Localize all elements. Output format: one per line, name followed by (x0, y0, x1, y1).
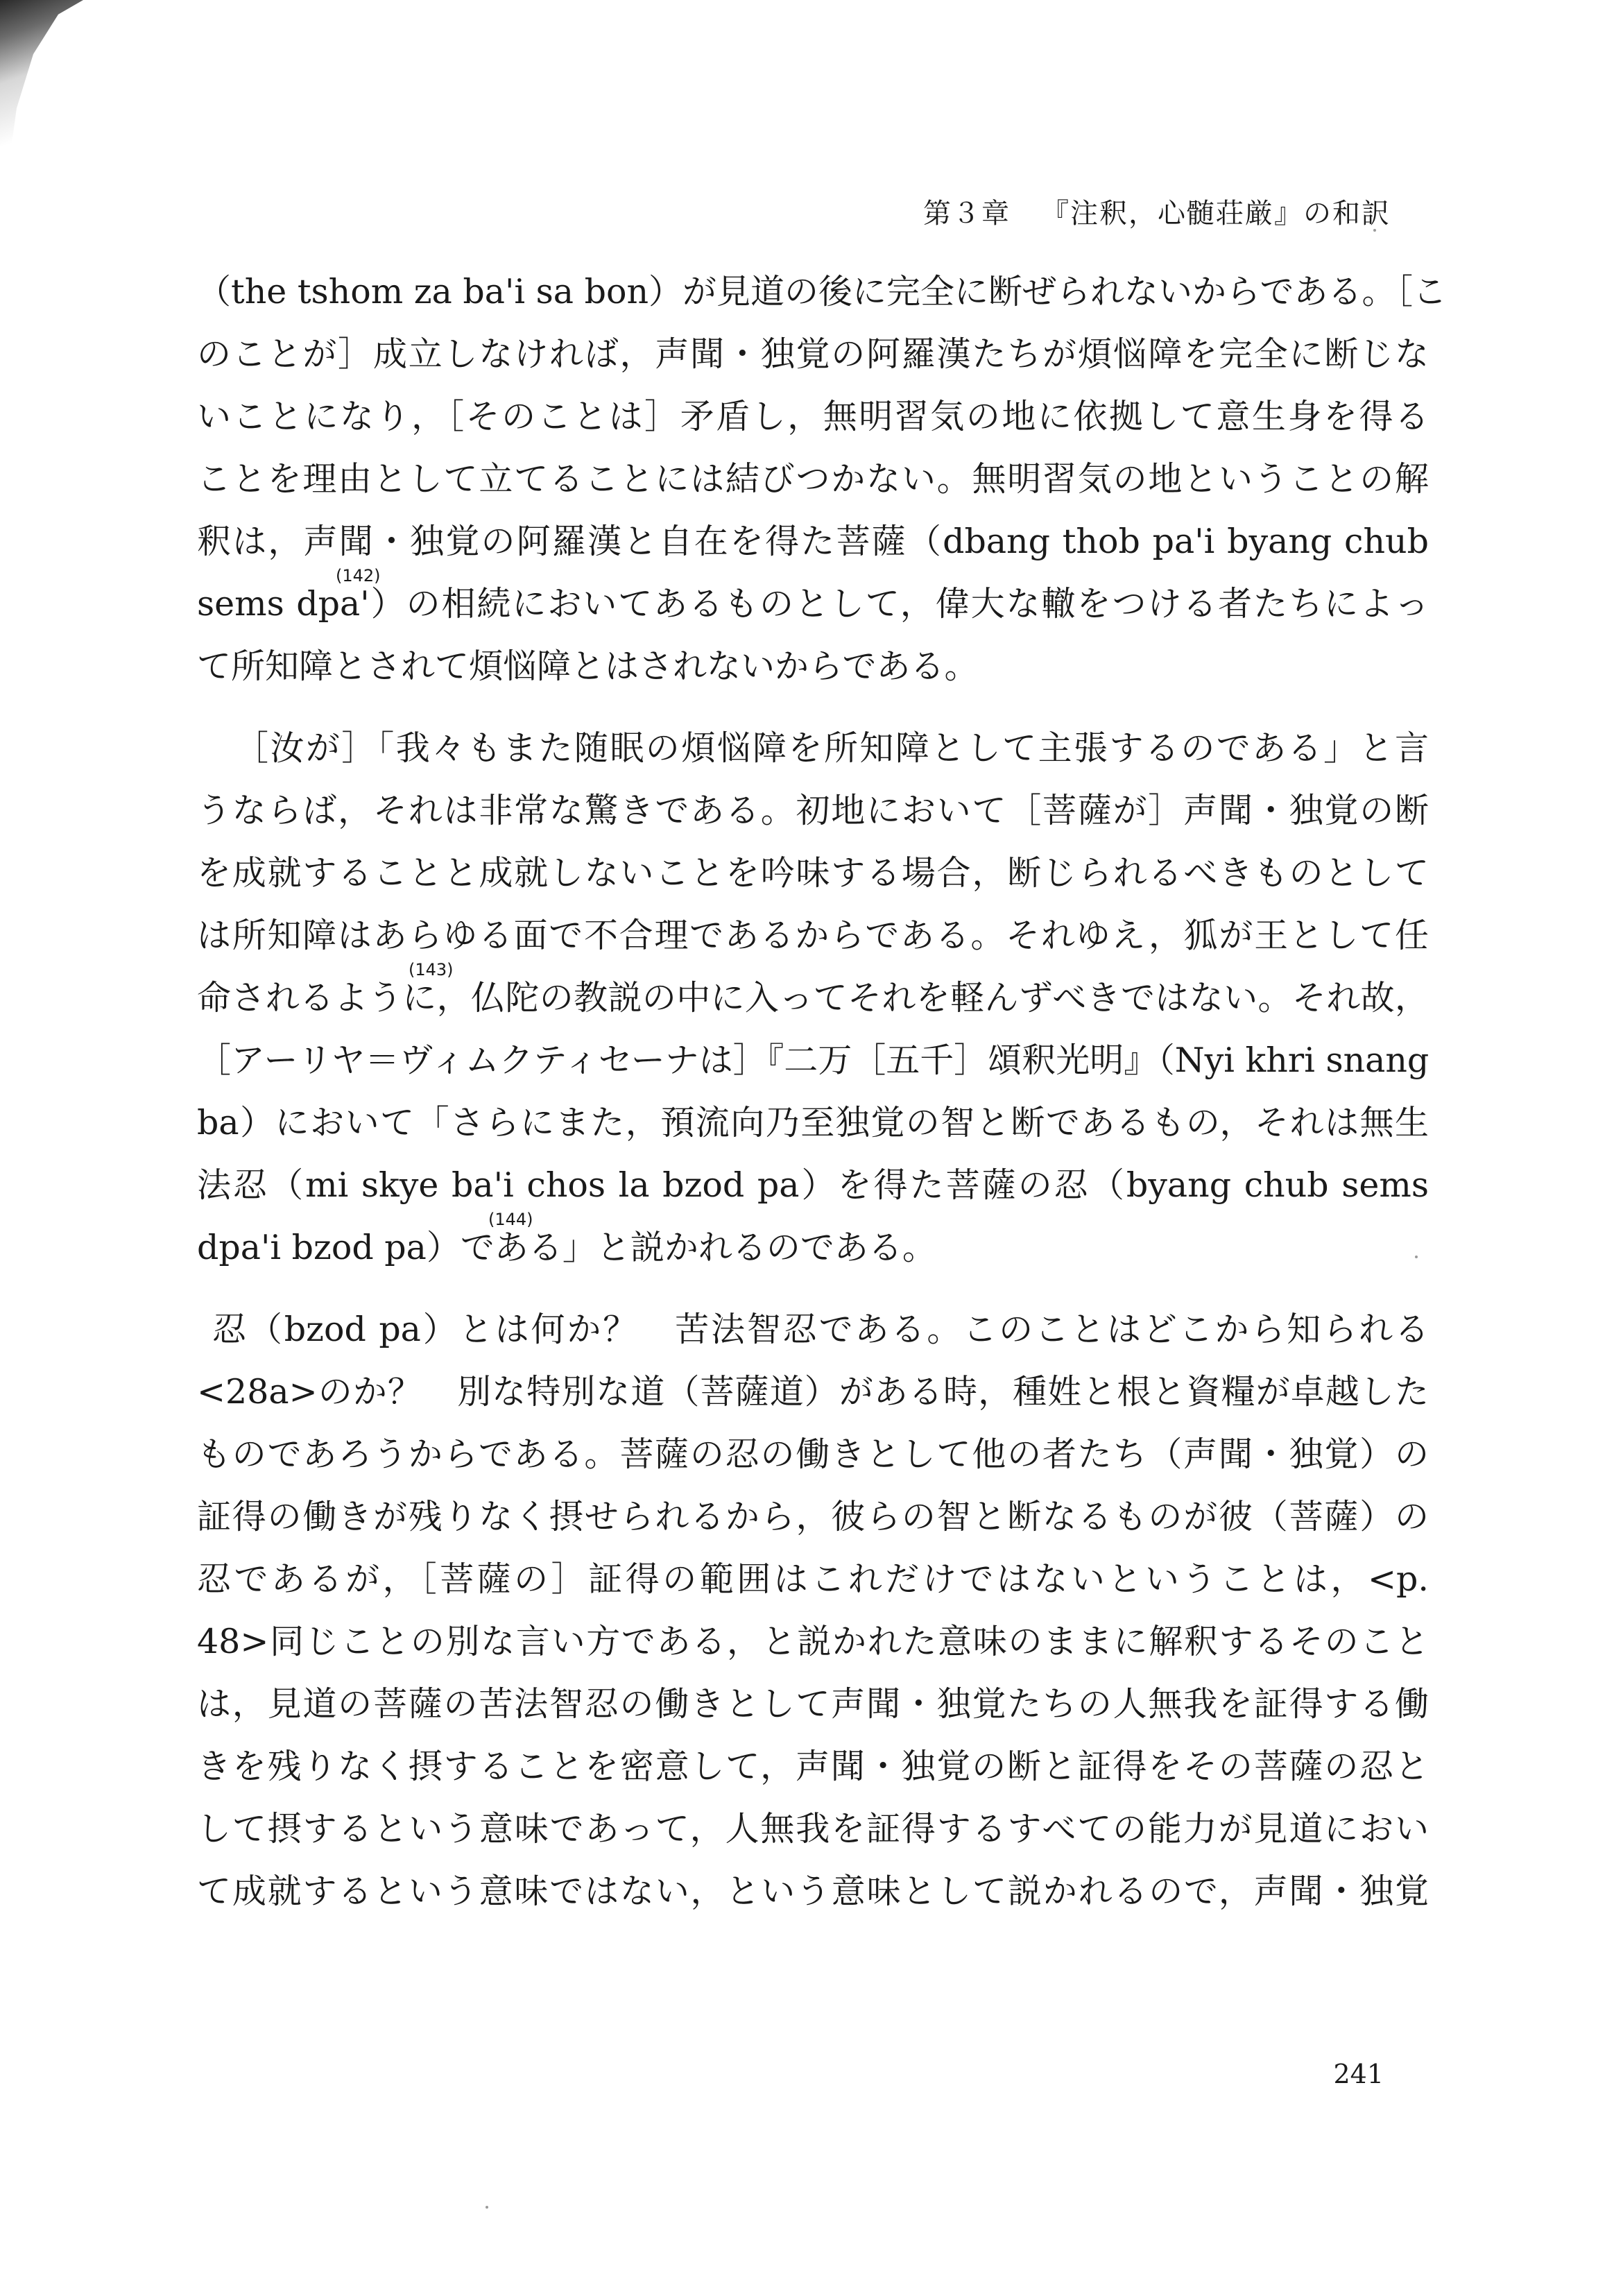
text-line-with-note (197, 960, 1429, 1029)
running-head-chapter: 第３章 (923, 198, 1011, 230)
text-line: 忍であるが，［菩薩の］証得の範囲はこれだけではないということは，<p. (197, 1559, 1429, 1599)
paragraph-2 (197, 717, 1429, 1279)
text-line-content: 命されるように，仏陀の教説の中に入ってそれを軽んずべきではない。それ故， (197, 978, 1429, 1018)
text-line: 釈は，声聞・独覚の阿羅漢と自在を得た菩薩（dbang thob pa'i byang chub (197, 522, 1429, 561)
text-line: は，見道の菩薩の苦法智忍の働きとして声聞・独覚たちの人無我を証得する働 (197, 1684, 1429, 1724)
text-line: ［アーリヤ＝ヴィムクティセーナは］『二万［五千］頌釈光明』（Nyi khri snang (197, 1040, 1429, 1080)
text-line: うならば，それは非常な驚きである。初地において［菩薩が］声聞・独覚の断 (197, 791, 1429, 830)
text-line: は所知障はあらゆる面で不合理であるからである。それゆえ，狐が王として任 (197, 916, 1429, 955)
text-line: ［汝が］「我々もまた随眠の煩悩障を所知障として主張するのである」と言 (234, 728, 1429, 768)
scan-edge-shadow (0, 0, 83, 180)
running-head-title: 『注釈，心髄荘厳』の和訳 (1041, 198, 1391, 230)
text-line-with-note (197, 566, 1429, 635)
text-line-content: sems dpa'）の相続においてあるものとして，偉大な轍をつける者たちによっ (197, 584, 1429, 624)
text-line: を成就することと成就しないことを吟味する場合，断じられるべきものとして (197, 853, 1429, 893)
paragraph-1 (197, 261, 1448, 698)
scan-speck (486, 2206, 488, 2209)
text-line: きを残りなく摂することを密意して，声聞・独覚の断と証得をその菩薩の忍と (197, 1747, 1429, 1786)
text-line: <28a>のか？ 別な特別な道（菩薩道）がある時，種姓と根と資糧が卓越した (197, 1372, 1429, 1412)
note-marker: (142) (336, 566, 381, 585)
running-head (923, 191, 1391, 231)
note-marker: (143) (409, 960, 454, 979)
text-line: 証得の働きが残りなく摂せられるから，彼らの智と断なるものが彼（菩薩）の (197, 1497, 1429, 1536)
text-line: 法忍（mi skye ba'i chos la bzod pa）を得た菩薩の忍（byang chub sems (197, 1165, 1429, 1205)
text-line: （the tshom za ba'i sa bon）が見道の後に完全に断ぜられないからである。［こ (197, 272, 1448, 311)
text-line: ba）において「さらにまた，預流向乃至独覚の智と断であるもの，それは無生 (197, 1103, 1429, 1142)
text-line-content: dpa'i bzod pa）である」と説かれるのである。 (197, 1228, 936, 1267)
text-line: 忍（bzod pa）とは何か？ 苦法智忍である。このことはどこから知られる (212, 1310, 1429, 1349)
body-text (197, 261, 1448, 1923)
page-number: 241 (1333, 2059, 1384, 2089)
text-line-with-note (197, 1210, 1429, 1279)
text-line: て所知障とされて煩悩障とはされないからである。 (197, 646, 979, 686)
text-line: ものであろうからである。菩薩の忍の働きとして他の者たち（声聞・独覚）の (197, 1434, 1429, 1474)
paragraph-3 (197, 1299, 1429, 1923)
text-line: して摂するという意味であって，人無我を証得するすべての能力が見道におい (197, 1809, 1429, 1849)
text-line: ことを理由として立てることには結びつかない。無明習気の地ということの解 (197, 459, 1429, 499)
text-line: 48>同じことの別な言い方である，と説かれた意味のままに解釈するそのこと (197, 1622, 1429, 1661)
text-line: いことになり，［そのことは］矛盾し，無明習気の地に依拠して意生身を得る (197, 397, 1429, 436)
text-line: のことが］成立しなければ，声聞・独覚の阿羅漢たちが煩悩障を完全に断じな (197, 334, 1429, 374)
note-marker: (144) (488, 1210, 533, 1229)
text-line: て成就するという意味ではない，という意味として説かれるので，声聞・独覚 (197, 1871, 1429, 1911)
